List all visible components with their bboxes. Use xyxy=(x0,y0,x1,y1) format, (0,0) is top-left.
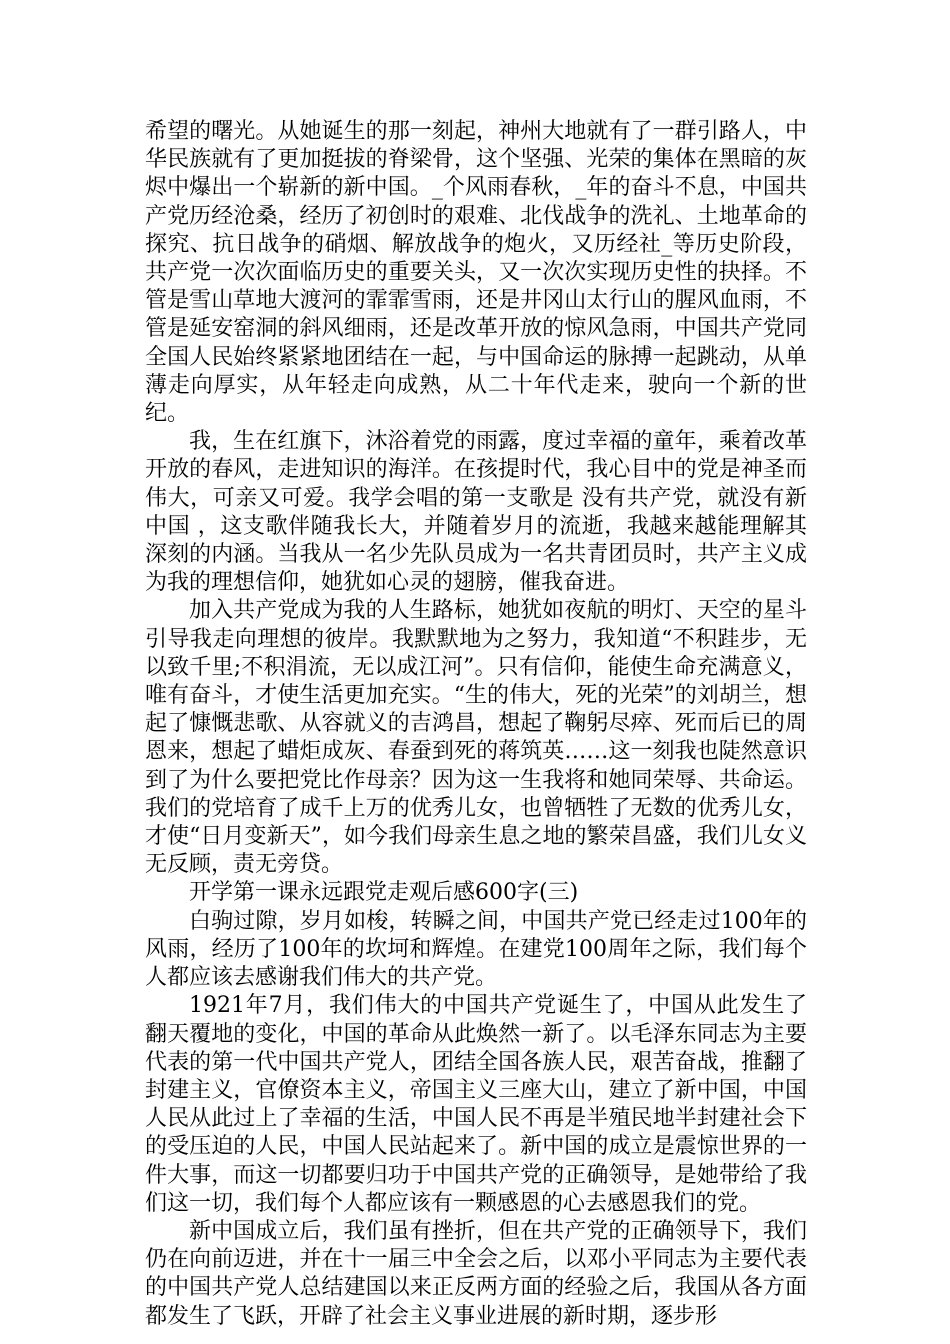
paragraph-1: 希望的曙光。从她诞生的那一刻起，神州大地就有了一群引路人，中华民族就有了更加挺拔的脊梁骨，这个坚强、光荣的集体在黑暗的灰烬中爆出一个崭新的新中国。_个风雨春秋，_年的奋斗不息，中国共产党历经沧桑，经历了初创时的艰难、北伐战争的洗礼、土地革命的探究、抗日战争的硝烟、解放战争的炮火，又历经社_等历史阶段，共产党一次次面临历史的重要关头，又一次次实现历史性的抉择。不管是雪山草地大渡河的霏霏雪雨，还是井冈山太行山的腥风血雨，不管是延安窑洞的斜风细雨，还是改革开放的惊风急雨，中国共产党同全国人民始终紧紧地团结在一起，与中国命运的脉搏一起跳动，从单薄走向厚实，从年轻走向成熟，从二十年代走来，驶向一个新的世纪。 xyxy=(145,119,807,427)
paragraph-4: 白驹过隙，岁月如梭，转瞬之间，中国共产党已经走过100年的风雨，经历了100年的坎坷和辉煌。在建党100周年之际，我们每个人都应该去感谢我们伟大的共产党。 xyxy=(145,908,808,991)
paragraph-2: 我，生在红旗下，沐浴着党的雨露，度过幸福的童年，乘着改革开放的春风，走进知识的海洋。在孩提时代，我心目中的党是神圣而伟大，可亲又可爱。我学会唱的第一支歌是 没有共产党，就没有新中国 ，这支歌伴随我长大，并随着岁月的流逝，我越来越能理解其深刻的内涵。当我从一名少先队员成为一名共青团员时，共产主义成为我的理想信仰，她犹如心灵的翅膀，催我奋进。 xyxy=(145,429,807,596)
paragraph-5: 1921年7月，我们伟大的中国共产党诞生了，中国从此发生了翻天覆地的变化，中国的革命从此焕然一新了。以毛泽东同志为主要代表的第一代中国共产党人，团结全国各族人民，艰苦奋战，推翻了封建主义，官僚资本主义，帝国主义三座大山，建立了新中国，中国人民从此过上了幸福的生活，中国人民不再是半殖民地半封建社会下的受压迫的人民，中国人民站起来了。新中国的成立是震惊世界的一件大事，而这一切都要归功于中国共产党的正确领导，是她带给了我们这一切，我们每个人都应该有一颗感恩的心去感恩我们的党。 xyxy=(145,993,807,1216)
paragraph-6: 新中国成立后，我们虽有挫折，但在共产党的正确领导下，我们仍在向前迈进，并在十一届三中全会之后，以邓小平同志为主要代表的中国共产党人总结建国以来正反两方面的经验之后，我国从各方面都发生了飞跃，开辟了社会主义事业进展的新时期，逐步形 xyxy=(145,1218,807,1329)
section-heading: 开学第一课永远跟党走观后感600字(三) xyxy=(189,880,579,906)
paragraph-3: 加入共产党成为我的人生路标，她犹如夜航的明灯、天空的星斗引导我走向理想的彼岸。我默默地为之努力，我知道“不积跬步，无以致千里;不积涓流，无以成江河”。只有信仰，能使生命充满意义，唯有奋斗，才使生活更加充实。“生的伟大，死的光荣”的刘胡兰，想起了慷慨悲歌、从容就义的吉鸿昌，想起了鞠躬尽瘁、死而后已的周恩来，想起了蜡炬成灰、春蚕到死的蒋筑英……这一刻我也陡然意识到了为什么要把党比作母亲？因为这一生我将和她同荣辱、共命运。我们的党培育了成千上万的优秀儿女，也曾牺牲了无数的优秀儿女，才使“日月变新天”，如今我们母亲生息之地的繁荣昌盛，我们儿女义无反顾，责无旁贷。 xyxy=(145,598,807,878)
document-page xyxy=(145,118,807,1331)
